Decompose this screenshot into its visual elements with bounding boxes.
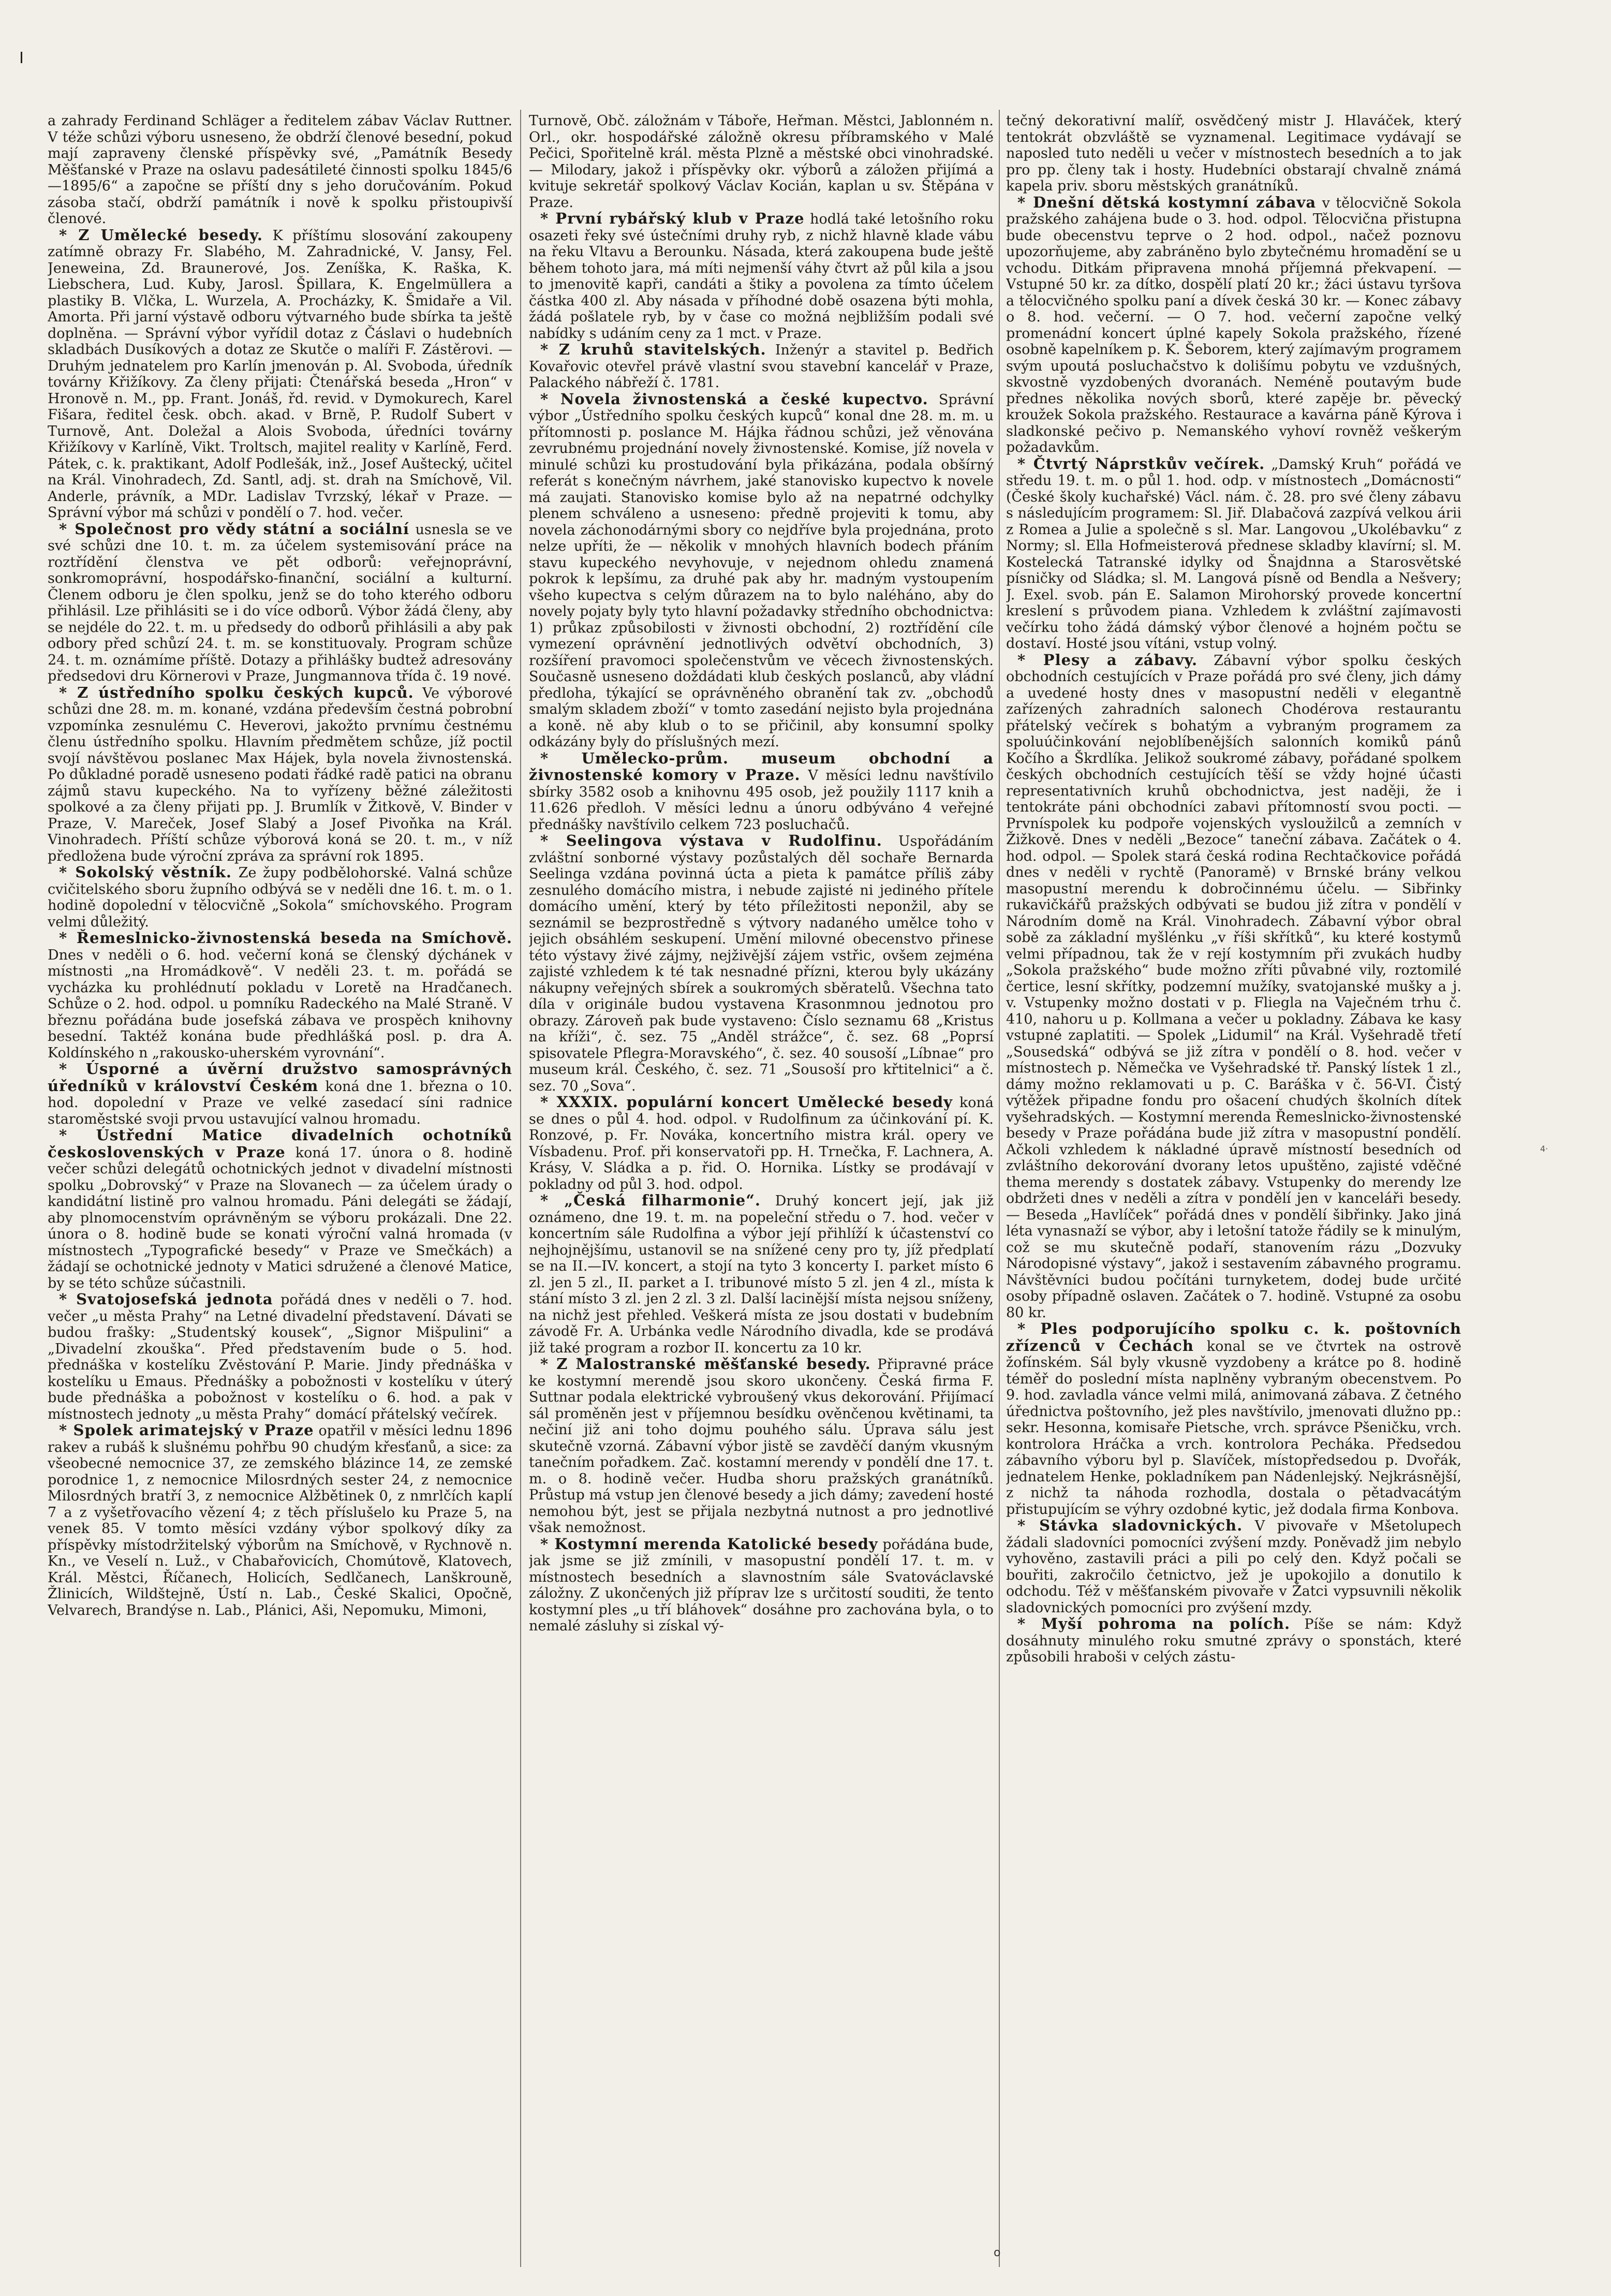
- text-column-right: [1006, 113, 1461, 2266]
- article-text: Ze župy podbělohorské. Valná schůze cvičitelského sboru župního odbývá se v neděli dne 16. t. m. o 1. hodině dopolední v tělocvičně „Sokola“ smíchovského. Program velmi důležitý.: [48, 865, 512, 930]
- article-heading: * Z Umělecké besedy.: [59, 226, 263, 244]
- article-paragraph: [48, 864, 512, 930]
- article-text: Uspořádáním zvláštní sonborné výstavy pozůstalých děl sochaře Bernarda Seelinga vzdána povinná úcta a pieta k památce příliš záby zesnulého domácího mistra, i nebude zajisté ni jediného přítele domácího umění, který by této příležitosti neponžil, aby se seznámil se bezprostředně s výtvory nadaného umělce toho v jejich obsáhlém seskupení. Umění milovné obecenstvo přinese této výstavy živé zájmy, nejživější zájem vstřic, ovšem zejména zajisté vzhledem k té tak nesnadné přízni, kterou byly ukázány nákupny veřejných sbírek a soukromých sběratelů. Všechna tato díla v originále budou vystavena Krasonmnou jednotou pro obrazy. Zároveň pak bude vystaveno: Číslo seznamu 68 „Kristus na kříži“, č. sez. 75 „Anděl strážce“, č. sez. 68 „Poprsí spisovatele Pflegra-Moravského“, č. sez. 40 sousoší „Líbnae“ pro museum král. Českého, č. sez. 71 „Sousoší pro křtitelnici“ a č. sez. 70 „Sova“.: [529, 833, 994, 1094]
- article-paragraph: [48, 930, 512, 1061]
- article-text: usnesla se ve své schůzi dne 10. t. m. za účelem systemisování práce na roztřídění členstva ve pět odborů: veřejnoprávní, sonkromoprávní, hospodářsko-finanční, sociální a kulturní. Členem odboru je člen spolku, jenž se do toho kterého odboru přihlásil. Lze přihlásiti se i do více odborů. Výbor žádá členy, aby se nejdéle do 22. t. m. u předsedy do odborů přihlásili a aby pak odbory před schůzí 24. t. m. se konstituovaly. Program schůze 24. t. m. oznámíme příště. Dotazy a přihlášky budtež adresovány předsedovi dru Körnerovi v Praze, Jungmannova třída č. 19 nové.: [48, 521, 512, 684]
- article-text: Turnově, Obč. záložnám v Táboře, Heřman. Městci, Jablonném n. Orl., okr. hospodářské záložně okresu příbramského v Malé Pečici, Spořitelně král. města Plzně a městské obci vinohradské. — Milodary, jakož i příspěvky okr. výborů a záložen přijímá a kvituje sekretář spolkový Václav Kocián, kaplan u sv. Štěpána v Praze.: [529, 113, 994, 211]
- article-text: Dnes v neděli o 6. hod. večerní koná se členský dýchánek v místnosti „na Hromádkově“. V neděli 23. t. m. pořádá se vycházka ku prohlédnutí pokladu v Loretě na Hradčanech. Schůze o 2. hod. odpol. u pomníku Radeckého na Malé Straně. V březnu pořádána bude josefská zábava ve prospěch knihovny besední. Taktéž konána bude předhlášká posl. p. dra A. Koldínského n „rakousko-uherském vyrovnání“.: [48, 947, 512, 1061]
- article-heading: * Dnešní dětská kostymní zábava: [1017, 193, 1317, 211]
- article-paragraph: [529, 750, 994, 833]
- article-paragraph: [1006, 195, 1461, 456]
- article-paragraph: [529, 391, 994, 750]
- article-paragraph: [1006, 1321, 1461, 1518]
- column-divider: [999, 110, 1000, 2267]
- article-heading: * Umělecko-prům. museum obchodní a živnostenské komory v Praze.: [529, 749, 994, 784]
- text-column-middle: [529, 113, 994, 2266]
- article-heading: * Ples podporujícího spolku c. k. poštovních zřízenců v Čechách: [1006, 1320, 1461, 1355]
- article-text: koná 17. února o 8. hodině večer schůzi delegátů ochotnických jednot v divadelní místnosti spolku „Dobrovský“ v Praze na Slovanech — za účelem úrady o kandidátní listině pro valnou hromadu. Páni delegáti se žádají, aby plnomocenstvím oprávněným se výboru prokázali. Dne 22. února o 8. hodině bude se konati výroční valná hromada (v místnostech „Typografické besedy“ v Praze ve Smečkách) a žádají se ochotnické jednoty v Matici sdružené a členové Matice, by se této schůze súčastnili.: [48, 1144, 512, 1291]
- article-paragraph: [529, 1193, 994, 1356]
- text-column-left: [48, 113, 512, 2266]
- article-paragraph: [48, 685, 512, 865]
- article-heading: * Úsporné a úvěrní družstvo samosprávných úředníků v království Českém: [48, 1060, 512, 1095]
- article-paragraph: [48, 113, 512, 227]
- article-paragraph: [529, 1094, 994, 1193]
- article-paragraph: [48, 521, 512, 685]
- article-text: opatřil v měsíci lednu 1896 rakev a rubáš k slušnému pohřbu 90 chudým křesťanů, a sice: za všeobecné nemocnice 37, ze zemského blázince 14, ze zemské porodnice 1, z nemocnice Milosrdných sester 24, z nemocnice Milosrdných bratří 3, z nemocnice Alžbětinek 0, z nmrlčích kaplí 7 a z vyšetřovacího vězení 4; z těch příslušelo ku Praze 5, na venek 85. V tomto měsíci vzdány výbor spolkový díky za příspěvky místodržitelský výborům na Smíchově, v Rychnově n. Kn., ve Veselí n. Luž., v Chabařovicích, Chomútově, Klatovech, Král. Městci, Říčanech, Holicích, Sedlčanech, Lanškrouně, Žlinicích, Wildštejně, Ústí n. Lab., České Skalici, Opočně, Velvarech, Brandýse n. Lab., Plánici, Aši, Nepomuku, Mimoni,: [48, 1423, 512, 1618]
- article-paragraph: [48, 1291, 512, 1422]
- article-heading: * Spolek arimatejský v Praze: [59, 1421, 314, 1439]
- article-heading: * Kostymní merenda Katolické besedy: [540, 1535, 878, 1553]
- article-paragraph: [529, 1356, 994, 1536]
- left-edge-mark: [21, 52, 22, 63]
- article-heading: * Myší pohroma na polích.: [1017, 1615, 1291, 1632]
- article-paragraph: [529, 211, 994, 342]
- article-text: Inženýr a stavitel p. Bedřich Kovařovic otevřel právě vlastní svou stavební kancelář v Praze, Palackého nábřeží č. 1781.: [529, 342, 994, 391]
- article-heading: * Sokolský věstník.: [59, 863, 232, 881]
- article-text: v tělocvičně Sokola pražského zahájena bude o 3. hod. odpol. Tělocvična přistupna bude obecenstvu teprve o 2 hod. odpol., načež poznovu upozorňujeme, aby zabráněno bylo zbytečnému hromadění se u vchodu. Ditkám připravena mnohá příjemná překvapení. — Vstupné 50 kr. za dítko, dospělí platí 20 kr.; žáci ústavu tyršova a tělocvičného spolku paní a dívek česká 30 kr. — Konec zábavy o 8. hod. večerní. — O 7. hod. večerní započne velký promenádní koncert úplné kapely Sokola pražského, řízené osobně kapelníkem p. K. Šeborem, který zajímavým programem svým upoutá posluchačstvo k dolišímu pobytu ve vzdušných, skvostně vyzdobených dvoranách. Neméně poutavým bude přednes několika nových sborů, které zapěje br. pěvecký kroužek Sokola pražského. Restaurace a kavárna páně Kýrova i sladkonské pečivo p. Nemanského vyhoví rovněž veškerým požadavkům.: [1006, 195, 1461, 455]
- article-text: a zahrady Ferdinand Schläger a ředitelem zábav Václav Ruttner. V téže schůzi výboru usneseno, že obdrží členové besední, pokud mají zapraveny členské příspěvky své, „Památník Besedy Měšťanské v Praze na oslavu padesátileté činnosti spolku 1845/6—1895/6“ a započne se příští dny s jeho doručováním. Pokud zásoba stačí, obdrží památník i nově k spolku přistoupivší členové.: [48, 113, 512, 227]
- article-text: Zábavní výbor spolku českých obchodních cestujících v Praze pořádá pro své členy, jich dámy a uvedené hosty dnes v masopustní neděli v elegantně zařízených zahradních salonech Chodérova restaurantu přátelský večírek s bohatým a vybraným programem za spoluúčinkování nejoblíbenějších salonních komiků pánů Kočího a Škrdlíka. Jelikož soukromé zábavy, pořádané spolkem českých obchodních cestujících těší se vždy hojné účasti representativních kruhů obchodnictva, jest naději, že i tentokráte páni obchodníci zabavi přítomností svou pocti. — Prvníspolek ku podpoře vojenských vysloužilců a zemních v Žižkově. Dnes v neděli „Bezoce“ taneční zábava. Začátek o 4. hod. odpol. — Spolek stará česká rodina Rechtačkovice pořádá dnes v neděli v rychtě (Panoramě) v Brnské brány velkou masopustní merendu k dobročinnému účelu. — Sibřinky rukavičkářů pražských odbývati se budou již zítra v pondělí v Národním domě na Král. Vinohradech. Zábavní výbor obral sobě za základní myšlénku „v říši skřítků“, ku které kostymů velmi případnou, tak že v rejí kostymním při zvukách hudby „Sokola pražského“ bude možno zříti půvabné vily, roztomilé čertice, lesní skřítky, podzemní mužíky, svatojanské mušky a j. v. Vstupenky možno dostati v p. Fliegla na Vaječném trhu č. 410, nahoru u p. Kollmana a večer u pokladny. Zábava ke kasy vstupné zaplatiti. — Spolek „Lidumil“ na Král. Vyšehradě třetí „Sousedská“ odbývá se již zítra v pondělí o 8. hod. večer v místnostech p. Němečka ve Vyšehradské tř. Panský lístek 1 zl., dámy možno reklamovati u p. C. Baráška v č. 56-VI. Čistý výtěžek připadne fondu pro ošacení chudých školních dítek vyšehradských. — Kostymní merenda Řemeslnicko-živnostenské besedy v Praze pořádána bude již zítra v masopustní pondělí. Ačkoli vzhledem k nákladné úpravě místností besedních od zvláštního dekorování dvorany letos upuštěno, zajisté vděčné thema merendy s dostatek zábavy. Vstupenky do merendy lze obdržeti dnes v neděli a zítra v pondělí jen v kanceláři besedy. — Beseda „Havlíček“ pořádá dnes v pondělí šibřinky. Jako jiná léta vynasnaží se výbor, aby i letošní tatože řádily se k minulým, což se mu skutečně podaří, stanovením rázu „Dozvuky Národopisné výstavy“, jakož i sestavením zábavného programu. Návštěvníci budou počítáni turnyketem, dodej bude určité osoby případně oslaven. Začátek o 7. hodině. Vstupné za osobu 80 kr.: [1006, 652, 1461, 1321]
- article-heading: * Řemeslnicko-živnostenská beseda na Smíchově.: [59, 929, 512, 947]
- article-text: Druhý koncert její, jak již oznámeno, dne 19. t. m. na popeleční středu o 7. hod. večer v koncertním sále Rudolfina a výbor její přihlíží k účastenství co nejhojnějšímu, ustanovil se na snížené ceny pro ty, jíž předplatí se na II.—IV. koncert, a stojí na tyto 3 koncerty I. parket místo 6 zl. jen 5 zl., II. parket a I. tribunové místo 5 zl. jen 4 zl., místa k stání místo 3 zl. jen 2 zl. 3 zl. Další lacinější místa nejsou sníženy, na nichž jest přehled. Veškerá místa ze jsou dostati v budebním závodě Fr. A. Urbánka vedle Národního divadla, kde se prodává již také program a rozbor II. koncertu za 10 kr.: [529, 1193, 994, 1356]
- article-paragraph: [48, 227, 512, 521]
- article-heading: * První rybářský klub v Praze: [540, 210, 805, 227]
- article-text: pořádá dnes v neděli o 7. hod. večer „u města Prahy“ na Letné divadelní představení. Dávati se budou frašky: „Studentský kousek“, „Signor Mišpulini“ a „Divadelní zkouška“. Před představením bude o 5. hod. přednáška v kostelíku Zvěstování P. Marie. Jindy přednáška v kostelíku u Emaus. Přednášky a pobožnosti v kostelíku v úterý bude přednáška a pobožnost v kostelíku o 6. hod. a pak v místnostech jednoty „u města Prahy“ domácí přátelský večírek.: [48, 1292, 512, 1422]
- article-heading: * Z kruhů stavitelských.: [540, 341, 766, 358]
- article-paragraph: [529, 833, 994, 1094]
- article-text: pořádána bude, jak jsme se již zmínili, v masopustní pondělí 17. t. m. v místnostech besedních a slavnostním sále Svatováclavské záložny. Z ukončených již příprav lze s určitostí souditi, že tento kostymní ples „u tří bláhovek“ dosáhne pro zachována byla, o to nemalé zásluhy si získal vý-: [529, 1536, 994, 1634]
- article-paragraph: [529, 342, 994, 391]
- article-heading: * Novela živnostenská a české kupectvo.: [540, 390, 928, 408]
- article-text: hodlá také letošního roku osazeti řeky své ústečními druhy ryb, z nichž hlavně klade vábu na řeku Vltavu a Berounku. Násada, která zakoupena bude ještě během tohoto jara, má míti nejmenší váhy čtvrt až půl kila a jsou to jmenovitě kapři, candáti a štiky a povolena za tímto účelem částka 400 zl. Aby násada v příhodné době osazena býti mohla, žádá pošlatele ryb, by v čase co možná nejbližším podali své nabídky s udáním ceny za 1 mct. v Praze.: [529, 211, 994, 342]
- article-heading: * Stávka sladovnických.: [1017, 1517, 1243, 1534]
- article-heading: * XXXIX. populární koncert Umělecké besedy: [540, 1093, 953, 1111]
- article-text: Připravné práce ke kostymní merendě jsou skoro ukončeny. Česká firma F. Suttnar podala elektrické vybroušený vkus dekorování. Přijímací sál proměněn jest v příjemnou besídku ověnčenou květinami, ta nečiní již ani toho dojmu pouhého sálu. Úprava sálu jest skutečně vzorná. Zábavní výbor jistě se zavděčí daným vkusným tanečním pořadkem. Zač. kostamní merendy v pondělí dne 17. t. m. o 8. hodině večer. Hudba shoru pražských granátníků. Průstup má vstup jen členové besedy a jich dámy; zavedení hosté nemohou být, jest se přijala nezbytná nutnost a pro jednotlivé však nemožnost.: [529, 1357, 994, 1536]
- article-heading: * Z ústředního spolku českých kupců.: [59, 683, 414, 701]
- bottom-mark: o: [994, 2246, 1001, 2259]
- article-heading: * „Česká filharmonie“.: [540, 1191, 761, 1209]
- article-paragraph: [1006, 456, 1461, 652]
- article-paragraph: [1006, 652, 1461, 1321]
- article-text: „Damský Kruh“ pořádá ve středu 19. t. m. o půl 1. hod. odp. v místnostech „Domácnosti“ (České školy kuchařské) Václ. nám. č. 28. pro své členy zábavu s následujícím programem: Sl. Jiř. Dlabačová zazpívá velkou árii z Romea a Julie a společně s sl. Mar. Langovou „Ukolébavku“ z Normy; sl. Ella Hofmeisterová přednese skladby klavírní; sl. M. Kostelecká Tatranské idylky od Šnajdnna a Starosvětské písničky od Sládka; sl. M. Langová písně od Bendla a Nešvery; J. Exel. svob. pán E. Salamon Mirohorský provede koncertní kreslení s průvodem piana. Vzhledem k zvláštní zajímavosti večírku toho žádá dámský výbor členové a hojném počtu se dostaví. Hosté jsou vítáni, vstup volný.: [1006, 456, 1461, 652]
- article-paragraph: [1006, 1616, 1461, 1666]
- article-text: tečný dekorativní malíř, osvědčený mistr J. Hlaváček, který tentokrát obzvláště se vyznamenal. Legitimace vydávají se naposled tuto neděli u večer v místnostech besedních a to jak pro pp. členy tak i hosty. Hudebníci obstarají chvalně známá kapela priv. sboru městských granátníků.: [1006, 113, 1461, 194]
- article-text: koná dne 1. března o 10. hod. dopolední v Praze ve velké zasedací síni radnice staroměstské svoji prvou ustavující valnou hromadu.: [48, 1078, 512, 1127]
- article-text: konal se ve čtvrtek na ostrově žofínském. Sál byly vkusně vyzdobeny a krátce po 8. hodině téměř do poslední místa naplněny vybraným obecenstvem. Po 9. hod. zavladla vánce velmi milá, animovaná zábava. Z četného úřednictva poštovního, jež ples navštívilo, jmenovati dlužno pp.: sekr. Hesonna, komisaře Pietsche, vrch. správce Pšeničku, vrch. kontrolora Hráčka a vrch. kontrolora Pecháka. Předsedou zábavního výboru byl p. Slavíček, místopředsedou p. Dvořák, jednatelem Henke, pokladníkem pan Nádenlejský. Nejkrásnější, z nichž ta náhoda rozhodla, dostala o pětadvacátým přistupujícím se výhry ozdobné kytic, jež dodala firma Konbova.: [1006, 1338, 1461, 1518]
- article-text: K příštímu slosování zakoupeny zatímně obrazy Fr. Slabého, M. Zahradnické, V. Jansy, Fel. Jeneweina, Zd. Braunerové, Jos. Zeníška, K. Raška, K. Liebschera, Lud. Kuby, Jarosl. Špillara, K. Engelmüllera a plastiky B. Vlčka, L. Wurzela, A. Procházky, K. Šmidaře a Vil. Amorta. Při jarní výstavě odboru výtvarného bude sbírka ta ještě doplněna. — Správní výbor vyřídil dotaz z Čáslavi o hudebních skladbách Dusíkových a dotaz ze Skutče o malíři F. Zástěrovi. — Druhým jednatelem pro Karlín jmenován p. Al. Svoboda, úředník továrny Křižíkovy. Za členy přijati: Čtenářská beseda „Hron“ v Hronově n. M., pp. Frant. Jonáš, řd. revid. v Dymokurech, Karel Fišara, ředitel česk. obch. akad. v Brně, P. Rudolf Subert v Turnově, Ant. Doležal a Alois Svoboda, úředníci továrny Křižíkovy v Karlíně, Vikt. Troltsch, majitel reality v Karlíně, Ferd. Pátek, c. k. praktikant, Adolf Podlešák, inž., Josef Auštecký, učitel na Král. Vinohradech, Zd. Santl, adj. st. drah na Smíchově, Vil. Anderle, právník, a MDr. Ladislav Tvrzský, lékař v Praze. — Správní výbor má schůzi v pondělí o 7. hod. večer.: [48, 227, 512, 521]
- article-heading: * Plesy a zábavy.: [1017, 651, 1198, 669]
- article-heading: * Čtvrtý Náprstkův večírek.: [1017, 454, 1265, 473]
- article-heading: * Seelingova výstava v Rudolfinu.: [540, 832, 882, 849]
- article-paragraph: [1006, 1518, 1461, 1616]
- article-text: Ve výborové schůzi dne 28. m. m. konané, vzdána především čestná pobrobní vzpomínka zesnulému C. Heverovi, jakožto prvnímu čestnému členu ústředního spolku. Hlavním předmětem schůze, jíž poctil svojí návštěvou poslanec Max Hájek, byla novela živnostenská. Po důkladné poradě usneseno podati řádké radě patici na obranu zájmů stavu kupeckého. Na to vyřízeny běžné záležitosti spolkové a za členy přijati pp. J. Brumlík v Žitkově, V. Binder v Praze, V. Mareček, Josef Slabý a Josef Pivoňka na Král. Vinohradech. Příští schůze výborová koná se 20. t. m., v níž předložena bude výroční zpráva za správní rok 1895.: [48, 685, 512, 864]
- article-heading: * Společnost pro vědy státní a sociální: [59, 520, 409, 538]
- article-paragraph: [48, 1061, 512, 1127]
- article-heading: * Z Malostranské měšťanské besedy.: [540, 1355, 871, 1373]
- article-paragraph: [529, 1536, 994, 1635]
- article-text: Správní výbor „Ústředního spolku českých kupců“ konal dne 28. m. m. u přítomnosti p. poslance M. Hájka řádnou schůzi, jež věnována zevrubnému projednání novely živnostenské. Komise, jíž novela v minulé schůzi ku prostudování byla přikázána, podala obšírný referát s konečným návrhem, jaké stanovisko kupectvo k novele má zaujati. Stanovisko komise bylo až na nepatrné odchylky plenem schváleno a usneseno: předně projeviti k tomu, aby novela záchonodárnými sbory co nejdříve byla projednána, proto nelze upříti, že — několik v mnohých hlavních bodech přáním stavu kupeckého nevyhovuje, v nejednom ohledu znamená pokrok k lepšímu, za druhé pak aby hr. madným vystoupením všeho kupectva s celým důrazem na to bylo naléháno, aby do novely pojaty byly tyto hlavní požadavky středního obchodnictva: 1) průkaz způsobilosti v živnosti obchodní, 2) roztřídění cíle vymezení oprávnění jednotlivých odvětví obchodních, 3) rozšíření pravomoci společenstvům ve věcech živnostenských. Současně usneseno doždádati klub českých poslanců, aby vládní předloha, týkající se oprávněného obranění tak zv. „obchodů smalým skladem zboží“ v tomto zasedání nejisto byla projednána a koně. ně aby klub o to se přičinil, aby konsumní spolky odkázány byly do příslušných mezí.: [529, 391, 994, 750]
- right-margin-mark: 4·: [1540, 1144, 1548, 1154]
- article-text: V pivovaře v Mšetolupech žádali sladovníci pomocníci zvýšení mzdy. Poněvadž jim nebylo vyhověno, zastavili práci a pili po celý den. Když počali se bouřiti, zakročilo četnictvo, jež je upokojilo a donutilo k odchodu. Též v měšťanském pivovaře v Žatci vypsuvnili několik sladovnických pomocníci pro zvýšení mzdy.: [1006, 1518, 1461, 1616]
- column-divider: [520, 110, 521, 2267]
- article-paragraph: [1006, 113, 1461, 195]
- article-text: Píše se nám: Když dosáhnuty minulého roku smutné zprávy o sponstách, které způsobili hraboši v celých zástu-: [1006, 1616, 1461, 1665]
- article-paragraph: [48, 1127, 512, 1291]
- article-heading: * Svatojosefská jednota: [59, 1290, 273, 1308]
- article-text: koná se dnes o půl 4. hod. odpol. v Rudolfinum za účinkování pí. K. Ronzové, p. Fr. Nováka, koncertního mistra král. opery ve Vísbadenu. Prof. při konservatoři pp. H. Trnečka, F. Lachnera, A. Krásy, V. Sládka a p. řid. O. Hornika. Lístky se prodávají v pokladny od půl 3. hod. odpol.: [529, 1095, 994, 1193]
- article-paragraph: [529, 113, 994, 211]
- article-paragraph: [48, 1422, 512, 1618]
- article-heading: * Ústřední Matice divadelních ochotníků československých v Praze: [48, 1126, 512, 1161]
- article-text: V měsíci lednu navštívilo sbírky 3582 osob a knihovnu 495 osob, jež použily 1117 knih a 11.626 předloh. V měsíci lednu a únoru odbýváno 4 veřejné přednášky navštívilo celkem 723 posluchačů.: [529, 768, 994, 833]
